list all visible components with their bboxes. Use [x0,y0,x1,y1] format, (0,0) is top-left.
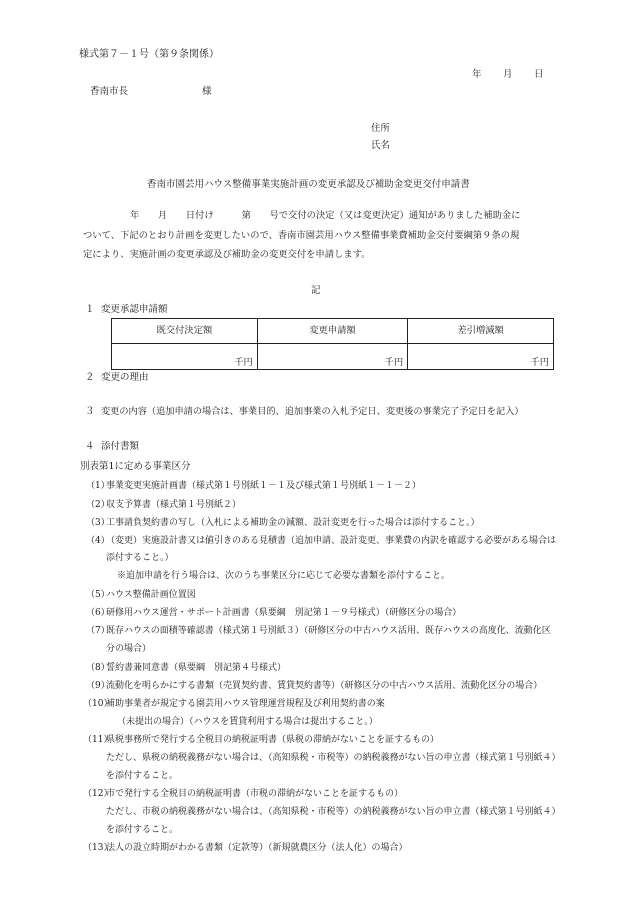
addressee: 香南市長 [90,86,129,97]
column-header-previous-amount: 既交付決定額 [112,319,258,344]
list-item-number: （13） [83,843,113,853]
list-item-text-continued: ただし、市税の納税義務がない場合は、（高知県税・市税等）の納税義務がない旨の申立書（様式第１号別紙４） [106,807,561,817]
form-number: 様式第７－１号（第９条関係） [79,49,219,60]
section4-number: ４ [85,441,95,452]
section2-number: ２ [85,372,95,383]
name-label: 氏名 [371,140,391,151]
requested-amount-unit: 千円 [257,344,407,370]
list-item-text: （変更）実施設計書又は値引きのある見積書（追加申請、設計変更、事業費の内訳を確認する必要がある場合は [106,536,557,546]
list-item-number: （7） [86,626,110,636]
list-item-text-continued: ただし、県税の納税義務がない場合は、（高知県税・市税等）の納税義務がない旨の申立書（様式第１号別紙４） [106,753,561,763]
date-day-label: 日 [534,69,544,80]
list-item-text: 県税事務所で発行する全税目の納税証明書（県税の滞納がないことを証するもの） [106,735,440,745]
date-month-label: 月 [503,69,513,80]
list-item-text: 誓約書兼同意書（県要綱 別記第４号様式） [106,663,287,673]
list-item-text: 市で発行する全税目の納税証明書（市税の滞納がないことを証するもの） [106,789,404,799]
list-item-text: 補助事業者が規定する園芸用ハウス管理運営規程及び利用契約書の案 [106,699,385,709]
body-line-1: 年 月 日付け 第 号で交付の決定（又は変更決定）通知がありました補助金に [130,210,521,221]
honorific: 様 [202,86,212,97]
list-item-text: 事業変更実施計画書（様式第１号別紙１－１及び様式第１号別紙１－１－２） [106,481,422,491]
difference-unit: 千円 [408,344,554,370]
list-item-number: （9） [86,681,110,691]
section2-heading: 変更の理由 [101,372,149,383]
document-title: 香南市園芸用ハウス整備事業実施計画の変更承認及び補助金変更交付申請書 [147,179,470,190]
amount-table [111,318,554,370]
list-item-number: （3） [86,518,110,528]
amount-table-value-row [112,344,554,370]
list-item-number: （12） [83,789,113,799]
list-item-text-continued: を添付すること。 [106,825,179,835]
body-line-3: 定により、実施計画の変更承認及び補助金の変更交付を申請します。 [83,249,371,260]
column-header-difference: 差引増減額 [408,319,554,344]
list-item-text: ハウス整備計画位置図 [106,590,196,600]
section4-heading: 添付書類 [101,441,140,452]
list-item-number: （4） [86,536,110,546]
list-item-text-continued: 添付すること。） [106,553,174,563]
list-item-text: 法人の設立時期がわかる書類（定款等）（新規就農区分（法人化）の場合） [106,843,408,853]
amount-table-header-row [112,319,554,344]
section3-number: ３ [85,406,95,417]
list-item-text: 工事請負契約書の写し（入札による補助金の減額、設計変更を行った場合は添付すること。） [106,518,480,528]
list-item-note: ※追加申請を行う場合は、次のうち事業区分に応じて必要な書類を添付すること。 [117,571,451,581]
body-line-2: ついて、下記のとおり計画を変更したいので、香南市園芸用ハウス整備事業費補助金交付要綱第９条の規 [83,230,520,241]
list-item-number: （5） [86,590,110,600]
list-item-number: （6） [86,608,110,618]
section1-number: １ [85,304,95,315]
section4-subheading: 別表第1に定める事業区分 [80,461,191,472]
list-item-text: 既存ハウスの面積等確認書（様式第１号別紙３）（研修区分の中古ハウス活用、既存ハウスの高度化、流動化区 [106,626,551,636]
previous-amount-unit: 千円 [112,344,258,370]
column-header-requested-amount: 変更申請額 [257,319,407,344]
list-item-text-continued: 分の場合） [106,644,152,654]
list-item-number: （8） [86,663,110,673]
ki-heading: 記 [311,285,321,296]
list-item-number: （2） [86,500,110,510]
list-item-text: 研修用ハウス運営・サポート計画書（県要綱 別記第１－９号様式）（研修区分の場合） [106,608,462,618]
list-item-number: （11） [83,735,113,745]
address-label: 住所 [371,123,391,134]
list-item-number: （1） [86,481,110,491]
section3-heading: 変更の内容（追加申請の場合は、事業目的、追加事業の入札予定日、変更後の事業完了予定日を記入） [101,406,524,417]
list-item-text-continued: （未提出の場合）（ハウスを賃貸利用する場合は提出すること。） [117,717,378,727]
list-item-number: （10） [83,699,113,709]
list-item-text-continued: を添付すること。 [106,771,179,781]
list-item-text: 収支予算書（様式第１号別紙２） [106,500,242,510]
section1-heading: 変更承認申請額 [101,304,168,315]
date-year-label: 年 [472,69,482,80]
list-item-text: 流動化を明らかにする書類（売買契約書、賃貸契約書等）（研修区分の中古ハウス活用、流動化区分の場合） [106,681,543,691]
